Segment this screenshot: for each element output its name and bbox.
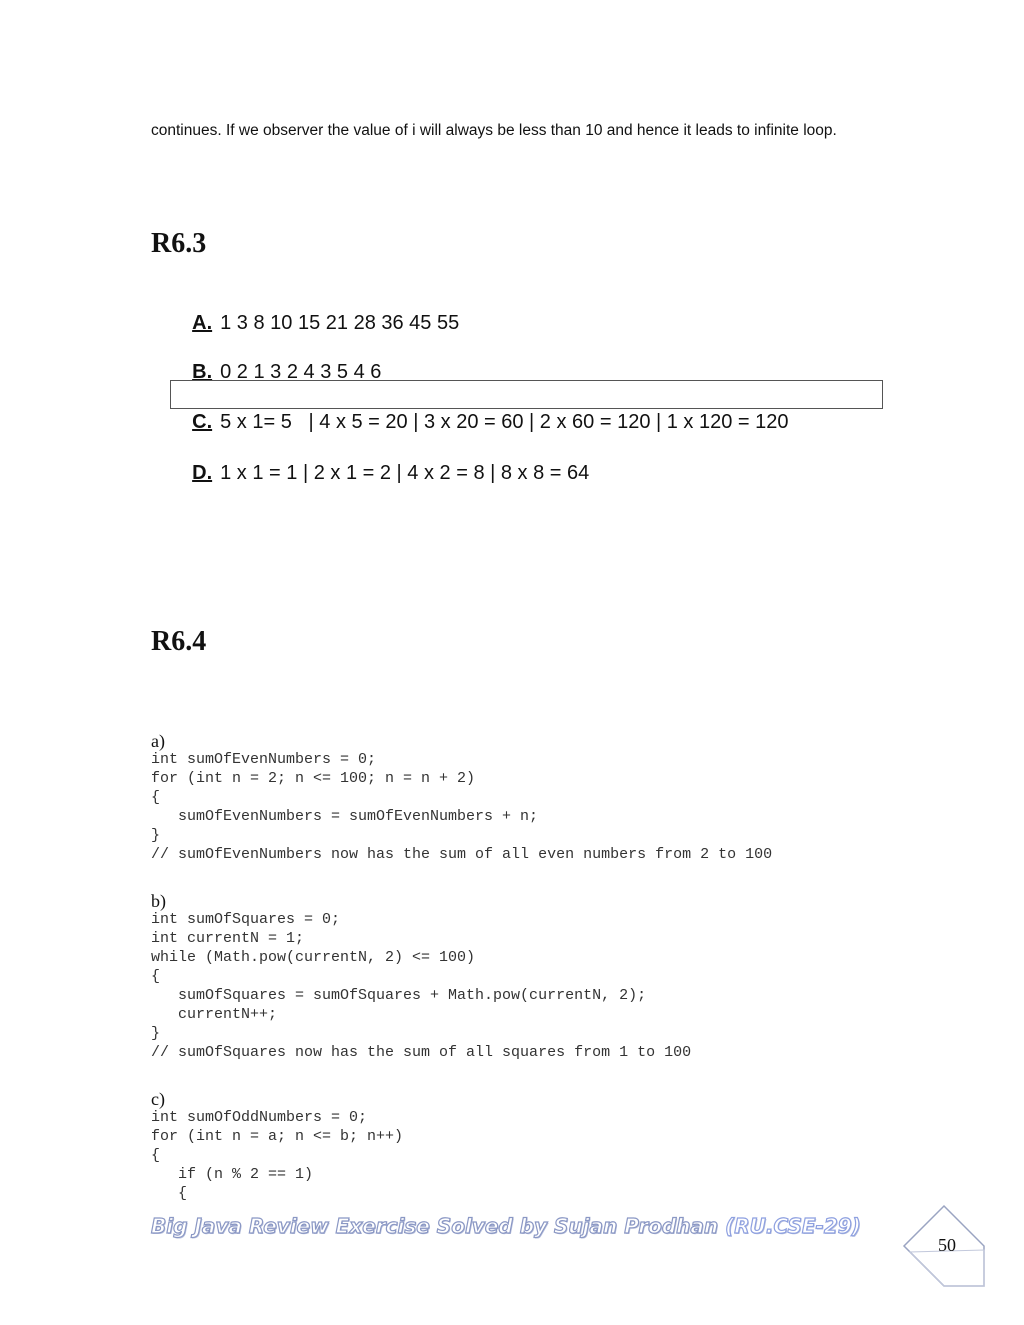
- footer-credit-affiliation: (RU.CSE-29): [725, 1214, 861, 1238]
- section-heading-r6-3: R6.3: [151, 228, 207, 259]
- answer-c: [181, 383, 789, 435]
- answer-text: 1 x 1 = 1 | 2 x 1 = 2 | 4 x 2 = 8 | 8 x 8 = 64: [220, 462, 590, 484]
- answer-label: A.: [192, 312, 213, 334]
- answer-d: [181, 434, 589, 486]
- code-block-b: int sumOfSquares = 0; int currentN = 1; while (Math.pow(currentN, 2) <= 100) { sumOfSquares = sumOfSquares + Math.pow(currentN, 2); currentN++; } // sumOfSquares now has the sum of all squares from 1 to 100: [151, 911, 692, 1061]
- answer-label: B.: [192, 361, 213, 383]
- footer-credit: [151, 1213, 871, 1239]
- section-heading-r6-4: R6.4: [151, 626, 207, 657]
- answer-text: 1 3 8 10 15 21 28 36 45 55: [220, 312, 460, 334]
- answer-b: [181, 333, 381, 385]
- footer-credit-main: Big Java Review Exercise Solved by Sujan Prodhan: [151, 1214, 726, 1238]
- code-block-c: int sumOfOddNumbers = 0; for (int n = a; n <= b; n++) { if (n % 2 == 1) {: [151, 1109, 404, 1202]
- answer-label: C.: [192, 411, 213, 433]
- page-number: 50: [938, 1235, 956, 1255]
- part-label-a: a): [151, 731, 165, 751]
- part-label-c: c): [151, 1089, 165, 1109]
- intro-paragraph: continues. If we observer the value of i will always be less than 10 and hence it leads to infinite loop.: [151, 122, 837, 139]
- code-block-a: int sumOfEvenNumbers = 0; for (int n = 2; n <= 100; n = n + 2) { sumOfEvenNumbers = sumOfEvenNumbers + n; } // sumOfEvenNumbers now has the sum of all even numbers from 2 to 100: [151, 751, 773, 863]
- answer-text: 0 2 1 3 2 4 3 5 4 6: [220, 361, 382, 383]
- part-label-b: b): [151, 891, 166, 911]
- answer-a: [181, 284, 459, 336]
- answer-label: D.: [192, 462, 213, 484]
- answer-text: 5 x 1= 5 | 4 x 5 = 20 | 3 x 20 = 60 | 2 x 60 = 120 | 1 x 120 = 120: [220, 411, 789, 433]
